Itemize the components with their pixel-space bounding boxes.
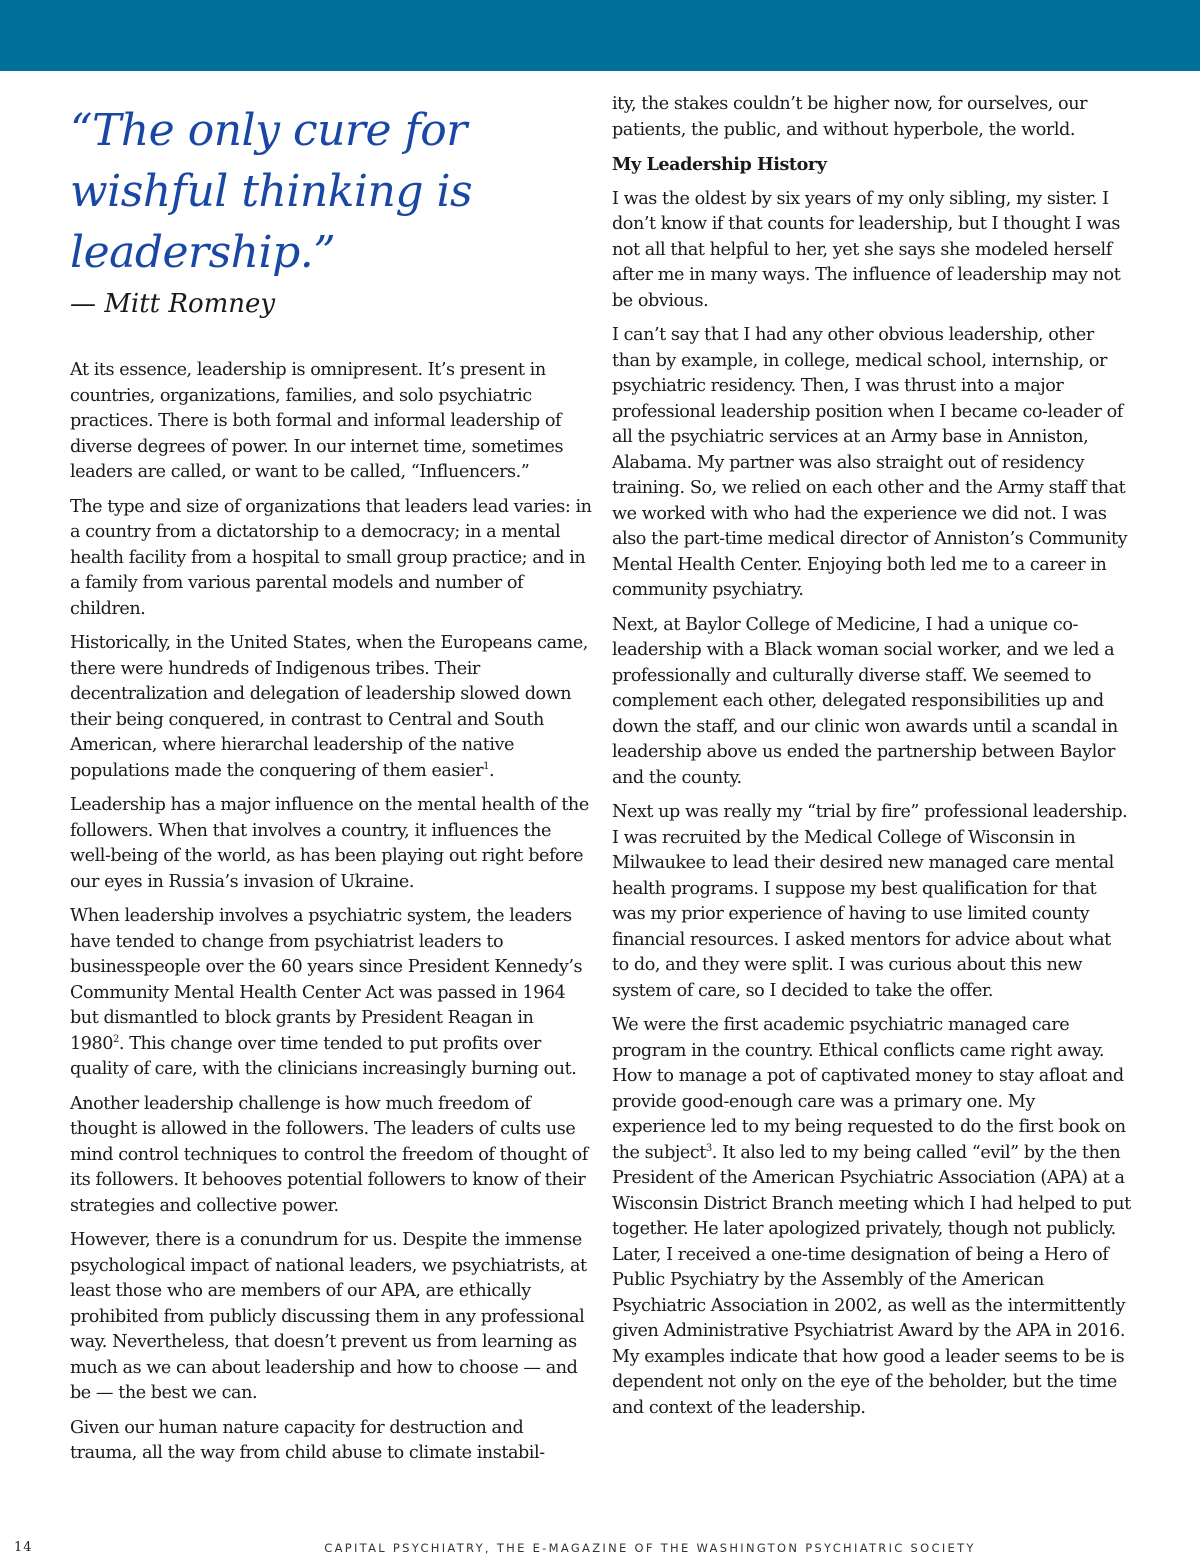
continued-paragraph: ity, the stakes couldn’t be higher now, for ourselves, our patients, the public, and without hyperbole, the world. [612, 94, 1088, 140]
pull-quote [70, 100, 590, 321]
footnote-ref[interactable]: 3 [705, 1142, 712, 1154]
paragraph: We were the first academic psychiatric managed care program in the country. Ethical conflicts came right away. How to manage a pot of captivated money to stay afloat and provide good-enough care was a primary one. My experience led to my being requested to do the first book on the subject$^3$. It also led to my being called “evil” by the then President of the American Psychiatric Association (APA) at a Wisconsin District Branch meeting which I had helped to put together. He later apologized privately, though not publicly. Later, I received a one-time designation of being a Hero of Public Psychiatry by the Assembly of the American Psychiatric Association in 2002, as well as the intermittently given Administrative Psychiatrist Award by the APA in 2016. My examples indicate that how good a leader seems to be is dependent not only on the eye of the beholder, but the time and context of the leadership. [612, 1015, 1131, 1418]
paragraph: Next, at Baylor College of Medicine, I had a unique co-leadership with a Black woman social worker, and we led a professionally and culturally diverse staff. We seemed to complement each other, delegated responsibilities up and down the staff, and our clinic won awards until a scandal in leadership above us ended the partnership between Baylor and the county. [612, 614, 1118, 788]
paragraph: I was the oldest by six years of my only sibling, my sister. I don’t know if that counts for leadership, but I thought I was not all that helpful to her, yet she says she modeled herself after me in many ways. The influence of leadership may not be obvious. [612, 188, 1121, 311]
publication-title: CAPITAL PSYCHIATRY, THE E-MAGAZINE OF THE WASHINGTON PSYCHIATRIC SOCIETY [324, 1541, 976, 1555]
paragraph: Leadership has a major influence on the mental health of the followers. When that involves a country, it influences the well-being of the world, as has been playing out right before our eyes in Russia’s invasion of Ukraine. [70, 795, 589, 892]
paragraph: Given our human nature capacity for destruction and trauma, all the way from child abuse to climate instabil- [70, 1417, 545, 1463]
paragraph: However, there is a conundrum for us. Despite the immense psychological impact of national leaders, we psychiatrists, at least those who are members of our APA, are ethically prohibited from publicly discussing them in any professional way. Nevertheless, that doesn’t prevent us from learning as much as we can about leadership and how to choose — and be — the best we can. [70, 1230, 587, 1403]
paragraph: When leadership involves a psychiatric system, the leaders have tended to change from psychiatrist leaders to businesspeople over the 60 years since President Kennedy’s Community Mental Health Center Act was passed in 1964 but dismantled to block grants by President Reagan in 1980$^2$. This change over time tended to put profits over quality of care, with the clinicians increasingly burning out. [70, 906, 583, 1079]
paragraph: The type and size of organizations that leaders lead varies: in a country from a dictatorship to a democracy; in a mental health facility from a hospital to small group practice; and in a family from various parental models and number of children. [70, 496, 592, 619]
footnote-ref[interactable]: 2 [112, 1033, 119, 1045]
paragraph: Historically, in the United States, when the Europeans came, there were hundreds of Indigenous tribes. Their decentralization and delegation of leadership slowed down their being conquered, in contrast to Central and South American, where hierarchal leadership of the native populations made the conquering of them easier$^1$. [70, 633, 588, 781]
paragraph: Next up was really my “trial by fire” professional leadership. I was recruited by the Medical College of Wisconsin in Milwaukee to lead their desired new managed care mental health programs. I suppose my best qualification for that was my prior experience of having to use limited county financial resources. I asked mentors for advice about what to do, and they were split. I was curious about this new system of care, so I decided to take the offer. [612, 802, 1128, 1001]
top-color-band [0, 0, 1200, 71]
left-column [70, 358, 592, 1476]
footnote-ref[interactable]: 1 [483, 760, 490, 772]
quote-text: “The only cure for wishful thinking is leadership.” [70, 105, 473, 278]
paragraph: At its essence, leadership is omnipresent. It’s present in countries, organizations, families, and solo psychiatric practices. There is both formal and informal leadership of diverse degrees of power. In our internet time, sometimes leaders are called, or want to be called, “Influencers.” [70, 360, 564, 482]
quote-attribution: — Mitt Romney [70, 289, 276, 319]
paragraph: I can’t say that I had any other obvious leadership, other than by example, in college, medical school, internship, or psychiatric residency. Then, I was thrust into a major professional leadership position when I became co-leader of all the psychiatric services at an Army base in Anniston, Alabama. My partner was also straight out of residency training. So, we relied on each other and the Army staff that we worked with who had the experience we did not. I was also the part-time medical director of Anniston’s Community Mental Health Center. Enjoying both led me to a career in community psychiatry. [612, 325, 1128, 600]
page-number: 14 [14, 1540, 33, 1555]
section-heading: My Leadership History [612, 154, 827, 175]
paragraph: Another leadership challenge is how much freedom of thought is allowed in the followers. The leaders of cults use mind control techniques to control the freedom of thought of its followers. It behooves potential followers to know of their strategies and collective power. [70, 1093, 588, 1216]
right-column [612, 92, 1132, 1430]
